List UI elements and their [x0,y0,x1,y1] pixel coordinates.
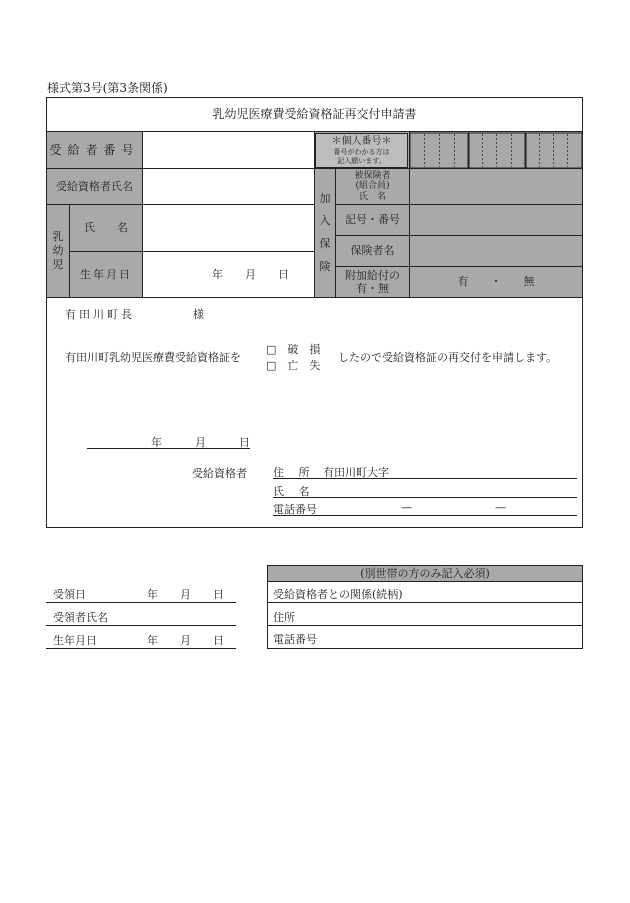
receiver-name-row[interactable] [46,606,236,626]
mynumber-note-1: 番号がわかる方は [333,147,390,156]
insurer-name-field[interactable] [410,236,582,266]
form-number: 様式第3号(第3条関係) [47,81,168,95]
addressee-honorific: 様 [193,308,204,321]
received-date-label: 受領日 [53,588,86,601]
insurer-name-label: 保険者名 [350,244,395,258]
mynumber-field[interactable] [411,134,581,167]
receipt-birth-units: 年 月 日 [147,634,224,647]
separate-address-row[interactable] [268,604,582,626]
insured-line-3: 氏 名 [358,191,386,202]
address-label: 住 所 [273,466,310,479]
address-line[interactable] [273,464,577,479]
relationship-row[interactable] [268,582,582,603]
addressee: 有田川町長 [65,308,135,321]
option-damaged[interactable]: □ 破 損 [266,343,321,356]
received-date-row[interactable] [46,584,236,603]
received-date-units: 年 月 日 [147,588,224,601]
supplemental-label [336,267,409,297]
joined-insurance-label [315,169,335,297]
option-lost[interactable]: □ 亡 失 [266,359,321,372]
separate-phone-label: 電話番号 [273,633,317,646]
recipient-number-field[interactable] [143,133,313,167]
receiver-name-label: 受領者氏名 [53,611,108,624]
insured-name-label [336,169,409,204]
insured-line-2: (組合員) [355,181,390,192]
infant-char: 児 [52,258,64,272]
statement-prefix: 有田川町乳幼児医療費受給資格証を [65,351,241,364]
phone-label: 電話番号 [273,503,317,516]
recipient-name-field[interactable] [143,170,313,204]
birth-date-label: 生年月日 [80,267,132,281]
kanyu-hoken-char: 保 [319,237,331,251]
infant-char: 乳 [52,229,64,243]
infant-name-field[interactable] [143,206,313,250]
supplemental-line-1: 附加給付の [345,268,400,282]
address-value: 有田川町大字 [323,466,389,479]
receipt-birth-row[interactable] [46,629,236,649]
name-line[interactable] [273,483,577,498]
recipient-name-label: 受給資格者氏名 [56,179,133,193]
birth-date-field[interactable]: 年 月 日 [212,267,289,281]
infant-char: 幼 [52,243,64,257]
kanyu-hoken-char: 加 [319,191,331,205]
insured-name-field[interactable] [410,169,582,204]
kanyu-hoken-char: 入 [319,214,331,228]
applicant-label: 受給資格者 [192,467,247,480]
application-date[interactable]: 年 月 日 [87,434,250,449]
receipt-birth-label: 生年月日 [53,634,97,647]
mynumber-note-2: 記入願います。 [337,157,386,165]
separate-household-header: (別世帯の方のみ記入必須) [268,566,582,582]
kanyu-hoken-char: 険 [319,260,331,274]
separate-address-label: 住所 [273,611,295,624]
phone-line[interactable] [273,501,577,516]
name-label: 氏 名 [273,485,310,498]
separate-phone-row[interactable] [268,627,582,648]
supplemental-line-2: 有・無 [356,282,389,295]
infant-label [47,205,69,297]
form-title: 乳幼児医療費受給資格証再交付申請書 [212,106,417,121]
mynumber-title: ＊個人番号＊ [331,135,392,147]
phone-dash-2: — [495,501,506,514]
relationship-label: 受給資格者との関係(続柄) [273,588,403,601]
recipient-number-label: 受給者番号 [49,142,140,157]
supplemental-choice[interactable]: 有 ・ 無 [457,275,535,289]
symbol-number-label: 記号・番号 [345,213,400,227]
mynumber-label [316,134,407,167]
symbol-number-field[interactable] [410,205,582,235]
infant-name-label: 氏 名 [84,221,128,235]
statement-suffix: したので受給資格証の再交付を申請します。 [338,351,558,364]
phone-dash-1: — [401,501,412,514]
insured-line-1: 被保険者 [354,170,391,181]
